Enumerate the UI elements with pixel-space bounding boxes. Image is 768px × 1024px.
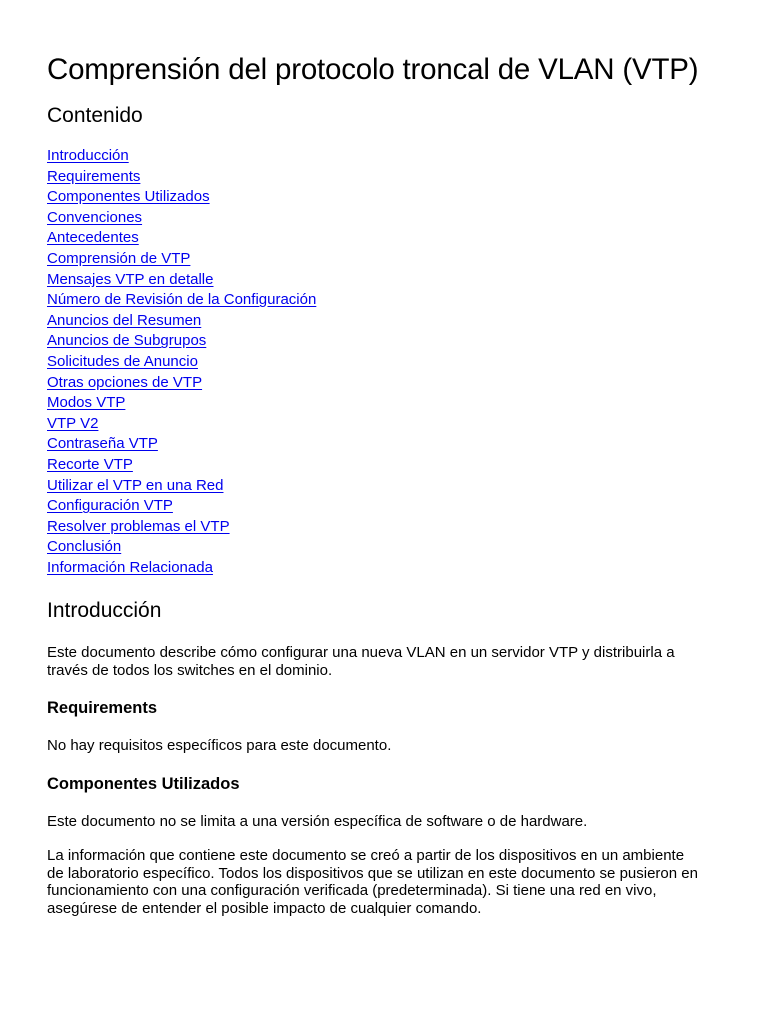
- intro-line: Este documento describe cómo configurar una nueva VLAN en un servidor VTP y distribuirla a: [47, 644, 675, 662]
- components-paragraph-2: [47, 847, 728, 917]
- toc-item: [47, 373, 728, 394]
- table-of-contents: [47, 146, 728, 578]
- components-heading: Componentes Utilizados: [47, 774, 240, 793]
- toc-item: [47, 537, 728, 558]
- spacer: [47, 795, 728, 813]
- toc-link-mensajes-vtp[interactable]: Mensajes VTP en detalle: [47, 270, 214, 288]
- toc-link-anuncios-resumen[interactable]: Anuncios del Resumen: [47, 311, 202, 329]
- toc-link-configuracion-vtp[interactable]: Configuración VTP: [47, 497, 173, 515]
- spacer: [47, 755, 728, 773]
- toc-item: [47, 187, 728, 208]
- components-paragraph-1: Este documento no se limita a una versión específica de software o de hardware.: [47, 812, 588, 830]
- components-line: La información que contiene este documento se creó a partir de los dispositivos en un ambiente: [47, 847, 685, 865]
- toc-link-resolver-problemas[interactable]: Resolver problemas el VTP: [47, 517, 230, 535]
- toc-heading: Contenido: [47, 104, 143, 127]
- toc-link-requirements[interactable]: Requirements: [47, 167, 141, 185]
- toc-item: [47, 476, 728, 497]
- spacer: [47, 830, 728, 847]
- toc-item: [47, 352, 728, 373]
- toc-item: [47, 558, 728, 579]
- toc-link-contrasena-vtp[interactable]: Contraseña VTP: [47, 435, 158, 453]
- toc-link-modos-vtp[interactable]: Modos VTP: [47, 394, 126, 412]
- toc-link-recorte-vtp[interactable]: Recorte VTP: [47, 455, 133, 473]
- toc-item: [47, 208, 728, 229]
- intro-heading: Introducción: [47, 599, 162, 623]
- toc-link-informacion-relacionada[interactable]: Información Relacionada: [47, 558, 213, 576]
- toc-item: [47, 496, 728, 517]
- toc-item: [47, 270, 728, 291]
- toc-link-comprension-vtp[interactable]: Comprensión de VTP: [47, 249, 191, 267]
- toc-link-antecedentes[interactable]: Antecedentes: [47, 229, 139, 247]
- toc-item: [47, 393, 728, 414]
- intro-line: través de todos los switches en el dominio.: [47, 661, 333, 679]
- toc-link-convenciones[interactable]: Convenciones: [47, 208, 143, 226]
- toc-link-solicitudes-anuncio[interactable]: Solicitudes de Anuncio: [47, 352, 198, 370]
- toc-link-anuncios-subgrupos[interactable]: Anuncios de Subgrupos: [47, 332, 207, 350]
- components-line: de laboratorio específico. Todos los dispositivos que se utilizan en este documento se pusieron en: [47, 864, 698, 882]
- toc-item: [47, 249, 728, 270]
- toc-item: [47, 290, 728, 311]
- toc-link-introduccion[interactable]: Introducción: [47, 147, 129, 164]
- toc-link-vtp-v2[interactable]: VTP V2: [47, 414, 99, 432]
- toc-item: [47, 146, 728, 167]
- toc-item: [47, 455, 728, 476]
- toc-item: [47, 167, 728, 188]
- toc-link-otras-opciones[interactable]: Otras opciones de VTP: [47, 373, 203, 391]
- intro-paragraph: [47, 644, 728, 679]
- components-line: asegúrese de entender el posible impacto de cualquier comando.: [47, 899, 482, 917]
- components-line: funcionamiento con una configuración verificada (predeterminada). Si tiene una red en vivo,: [47, 882, 657, 900]
- toc-item: [47, 517, 728, 538]
- toc-item: [47, 434, 728, 455]
- toc-item: [47, 331, 728, 352]
- requirements-heading: Requirements: [47, 699, 158, 718]
- document-title: Comprensión del protocolo troncal de VLAN (VTP): [47, 53, 699, 86]
- spacer: [47, 719, 728, 737]
- toc-item: [47, 228, 728, 249]
- spacer: [47, 624, 728, 644]
- toc-item: [47, 414, 728, 435]
- toc-link-utilizar-vtp[interactable]: Utilizar el VTP en una Red: [47, 476, 224, 494]
- requirements-paragraph: No hay requisitos específicos para este documento.: [47, 737, 392, 755]
- toc-link-conclusion[interactable]: Conclusión: [47, 538, 122, 556]
- toc-link-componentes-utilizados[interactable]: Componentes Utilizados: [47, 188, 210, 206]
- toc-item: [47, 311, 728, 332]
- spacer: [47, 679, 728, 697]
- toc-link-numero-revision[interactable]: Número de Revisión de la Configuración: [47, 291, 317, 309]
